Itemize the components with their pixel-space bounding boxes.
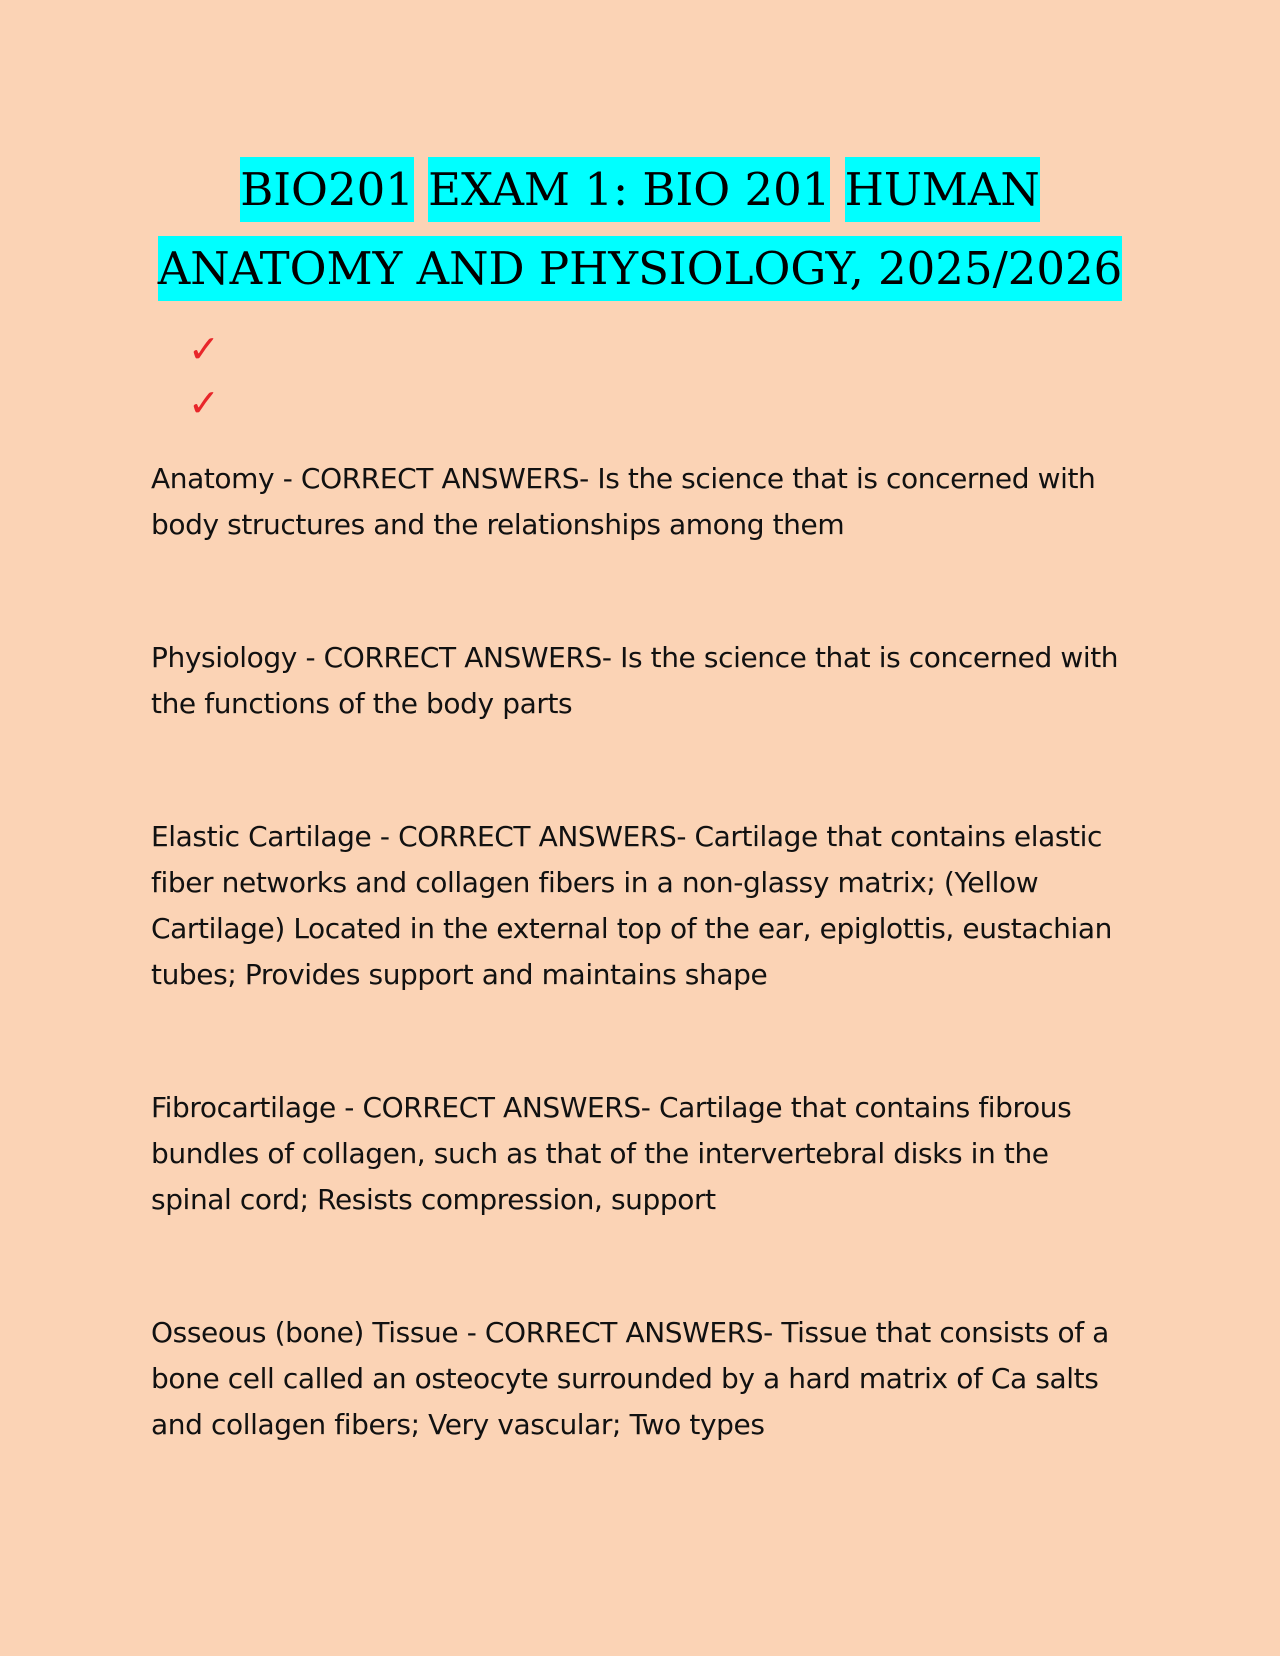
title-segment-exam: EXAM 1: BIO 201 — [428, 157, 830, 222]
title-segment-course-code: BIO201 — [240, 157, 414, 222]
check-mark-icon: ✓ — [188, 381, 220, 425]
qa-entry-fibrocartilage: Fibrocartilage - CORRECT ANSWERS- Cartilage that contains fibrous bundles of collagen, such as that of the intervertebral disks in the spinal cord; Resists compression, support — [151, 1091, 1072, 1216]
document-title — [150, 150, 1130, 308]
title-segment-subject: HUMAN ANATOMY AND PHYSIOLOGY, 2025/2026 — [158, 157, 1123, 301]
qa-entry-physiology: Physiology - CORRECT ANSWERS- Is the science that is concerned with the functions of the body parts — [151, 641, 1119, 720]
qa-entry-elastic-cartilage: Elastic Cartilage - CORRECT ANSWERS- Cartilage that contains elastic fiber networks and collagen fibers in a non-glassy matrix; (Yellow Cartilage) Located in the external top of the ear, epiglottis, eustachian tubes; Provides support and maintains shape — [151, 820, 1112, 991]
check-mark-icon: ✓ — [188, 327, 220, 371]
check-marks — [188, 322, 220, 430]
qa-entry-osseous-tissue: Osseous (bone) Tissue - CORRECT ANSWERS- Tissue that consists of a bone cell called an osteocyte surrounded by a hard matrix of Ca salts and collagen fibers; Very vascular; Two types — [151, 1316, 1109, 1441]
qa-entries — [151, 456, 1131, 1448]
qa-entry-anatomy: Anatomy - CORRECT ANSWERS- Is the science that is concerned with body structures and the relationships among them — [151, 462, 1096, 541]
